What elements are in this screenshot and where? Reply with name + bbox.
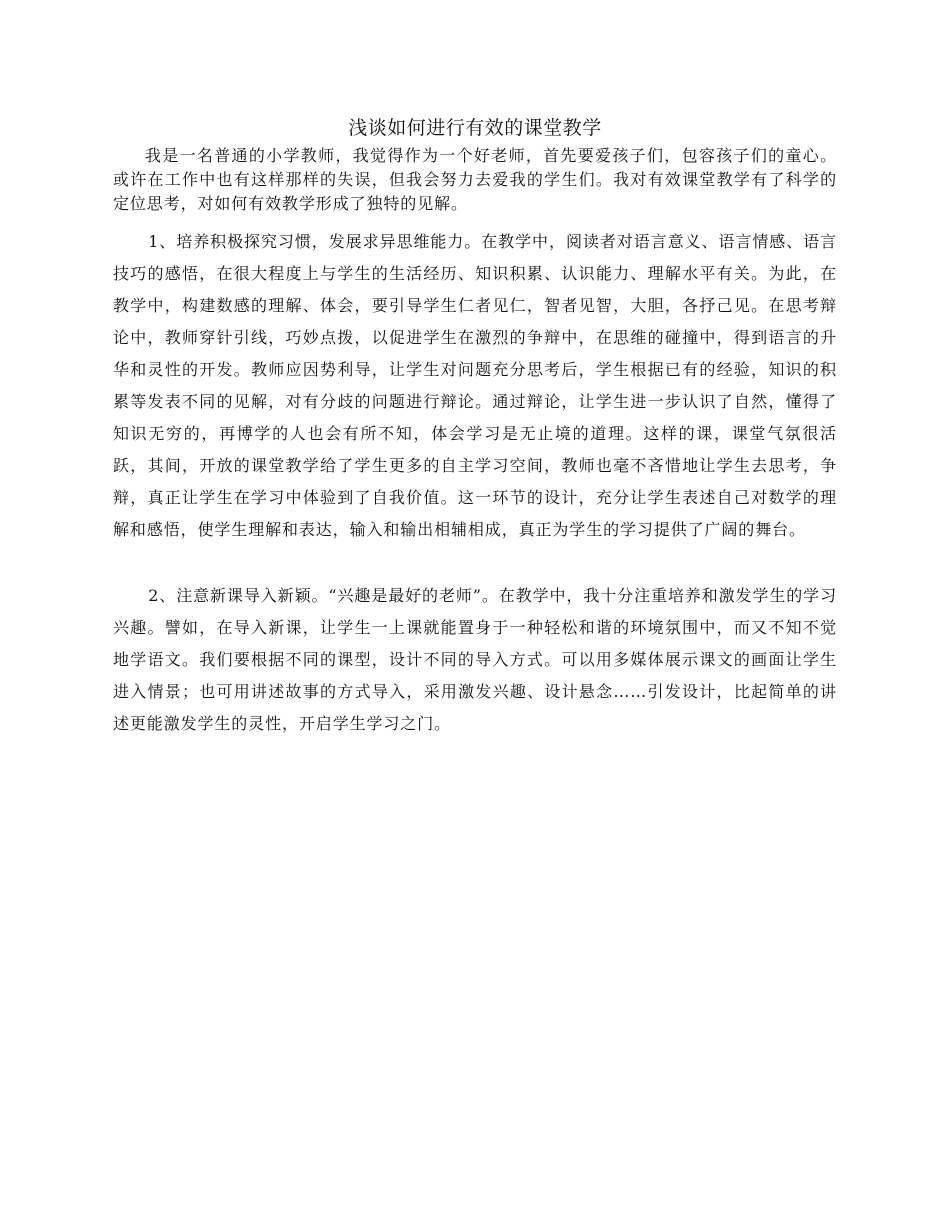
section-2-paragraph: 2、注意新课导入新颖。“兴趣是最好的老师”。在教学中，我十分注重培养和激发学生的学习兴趣。譬如，在导入新课，让学生一上课就能置身于一种轻松和谐的环境氛围中，而又不知不觉地学语文。我们要根据不同的课型，设计不同的导入方式。可以用多媒体展示课文的画面让学生进入情景；也可用讲述故事的方式导入，采用激发兴趣、设计悬念……引发设计，比起简单的讲述更能激发学生的灵性，开启学生学习之门。	[113, 586, 837, 733]
section-1-paragraph: 1、培养积极探究习惯，发展求异思维能力。在教学中，阅读者对语言意义、语言情感、语言技巧的感悟，在很大程度上与学生的生活经历、知识积累、认识能力、理解水平有关。为此，在教学中，构建数感的理解、体会，要引导学生仁者见仁，智者见智，大胆，各抒己见。在思考辩论中，教师穿针引线，巧妙点拨，以促进学生在激烈的争辩中，在思维的碰撞中，得到语言的升华和灵性的开发。教师应因势利导，让学生对问题充分思考后，学生根据已有的经验，知识的积累等发表不同的见解，对有分歧的问题进行辩论。通过辩论，让学生进一步认识了自然，懂得了知识无穷的，再博学的人也会有所不知，体会学习是无止境的道理。这样的课，课堂气氛很活跃，其间，开放的课堂教学给了学生更多的自主学习空间，教师也毫不吝惜地让学生去思考，争辩，真正让学生在学习中体验到了自我价值。这一环节的设计，充分让学生表述自己对数学的理解和感悟，使学生理解和表达，输入和输出相辅相成，真正为学生的学习提供了广阔的舞台。	[113, 232, 837, 539]
document-title: 浅谈如何进行有效的课堂教学	[348, 117, 602, 139]
intro-paragraph: 我是一名普通的小学教师，我觉得作为一个好老师，首先要爱孩子们，包容孩子们的童心。或许在工作中也有这样那样的失误，但我会努力去爱我的学生们。我对有效课堂教学有了科学的定位思考，对如何有效教学形成了独特的见解。	[113, 146, 837, 213]
